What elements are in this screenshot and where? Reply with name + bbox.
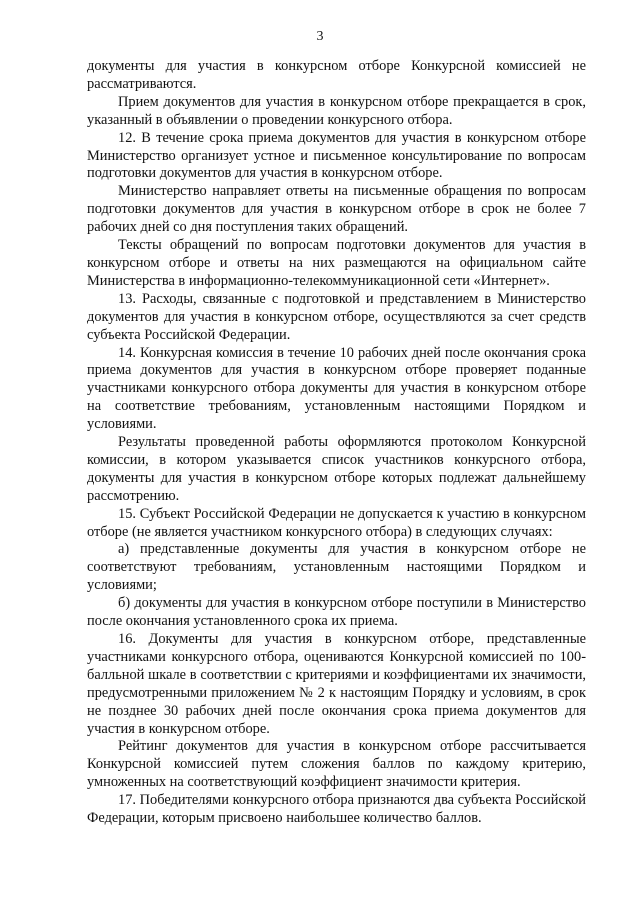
document-body [87,58,586,828]
paragraph-item-16: 16. Документы для участия в конкурсном отборе, представленные участниками конкурсного отбора, оцениваются Конкурсной комиссией по 100-балльной шкале в соответствии с критериями и коэффициентами их значимости, предусмотренными приложением № 2 к настоящим Порядку и условиям, в срок не позднее 30 рабочих дней после окончания срока приема документов для участия в конкурсном отборе. [87,631,586,737]
paragraph-item-14: 14. Конкурсная комиссия в течение 10 рабочих дней после окончания срока приема документов для участия в конкурсном отборе проверяет поданные участниками конкурсного отбора документы для участия в конкурсном отборе на соответствие требованиям, установленным настоящими Порядком и условиями. [87,344,586,433]
paragraph-item-15: 15. Субъект Российской Федерации не допускается к участию в конкурсном отборе (не является участником конкурсного отбора) в следующих случаях: [87,505,586,540]
paragraph-item-12: 12. В течение срока приема документов для участия в конкурсном отборе Министерство организует устное и письменное консультирование по вопросам подготовки документов для участия в конкурсном отборе. [87,129,586,182]
paragraph-rating: Рейтинг документов для участия в конкурсном отборе рассчитывается Конкурсной комиссией путем сложения баллов по каждому критерию, умноженных на соответствующий коэффициент значимости критерия. [87,738,586,791]
paragraph-acceptance-stop: Прием документов для участия в конкурсном отборе прекращается в срок, указанный в объявлении о проведении конкурсного отбора. [87,93,586,128]
paragraph-item-17: 17. Победителями конкурсного отбора признаются два субъекта Российской Федерации, которым присвоено наибольшее количество баллов. [87,792,586,827]
paragraph-ministry-answers: Министерство направляет ответы на письменные обращения по вопросам подготовки документов для участия в конкурсном отборе в срок не более 7 рабочих дней со дня поступления таких обращений. [87,183,586,236]
paragraph-results-protocol: Результаты проведенной работы оформляются протоколом Конкурсной комиссии, в котором указывается список участников конкурсного отбора, документы для участия в конкурсном отборе которых подлежат дальнейшему рассмотрению. [87,434,586,504]
paragraph-item-13: 13. Расходы, связанные с подготовкой и представлением в Министерство документов для участия в конкурсном отборе, осуществляются за счет средств субъекта Российской Федерации. [87,290,586,343]
paragraph-texts-published: Тексты обращений по вопросам подготовки документов для участия в конкурсном отборе и ответы на них размещаются на официальном сайте Министерства в информационно-телекоммуникационной сети «Интернет». [87,237,586,289]
page-number: 3 [316,29,324,44]
paragraph-continuation: документы для участия в конкурсном отборе Конкурсной комиссией не рассматриваются. [87,58,586,92]
paragraph-case-a: а) представленные документы для участия в конкурсном отборе не соответствуют требованиям, установленным настоящими Порядком и условиями; [87,541,586,594]
paragraph-case-b: б) документы для участия в конкурсном отборе поступили в Министерство после окончания установленного срока их приема. [87,595,586,630]
